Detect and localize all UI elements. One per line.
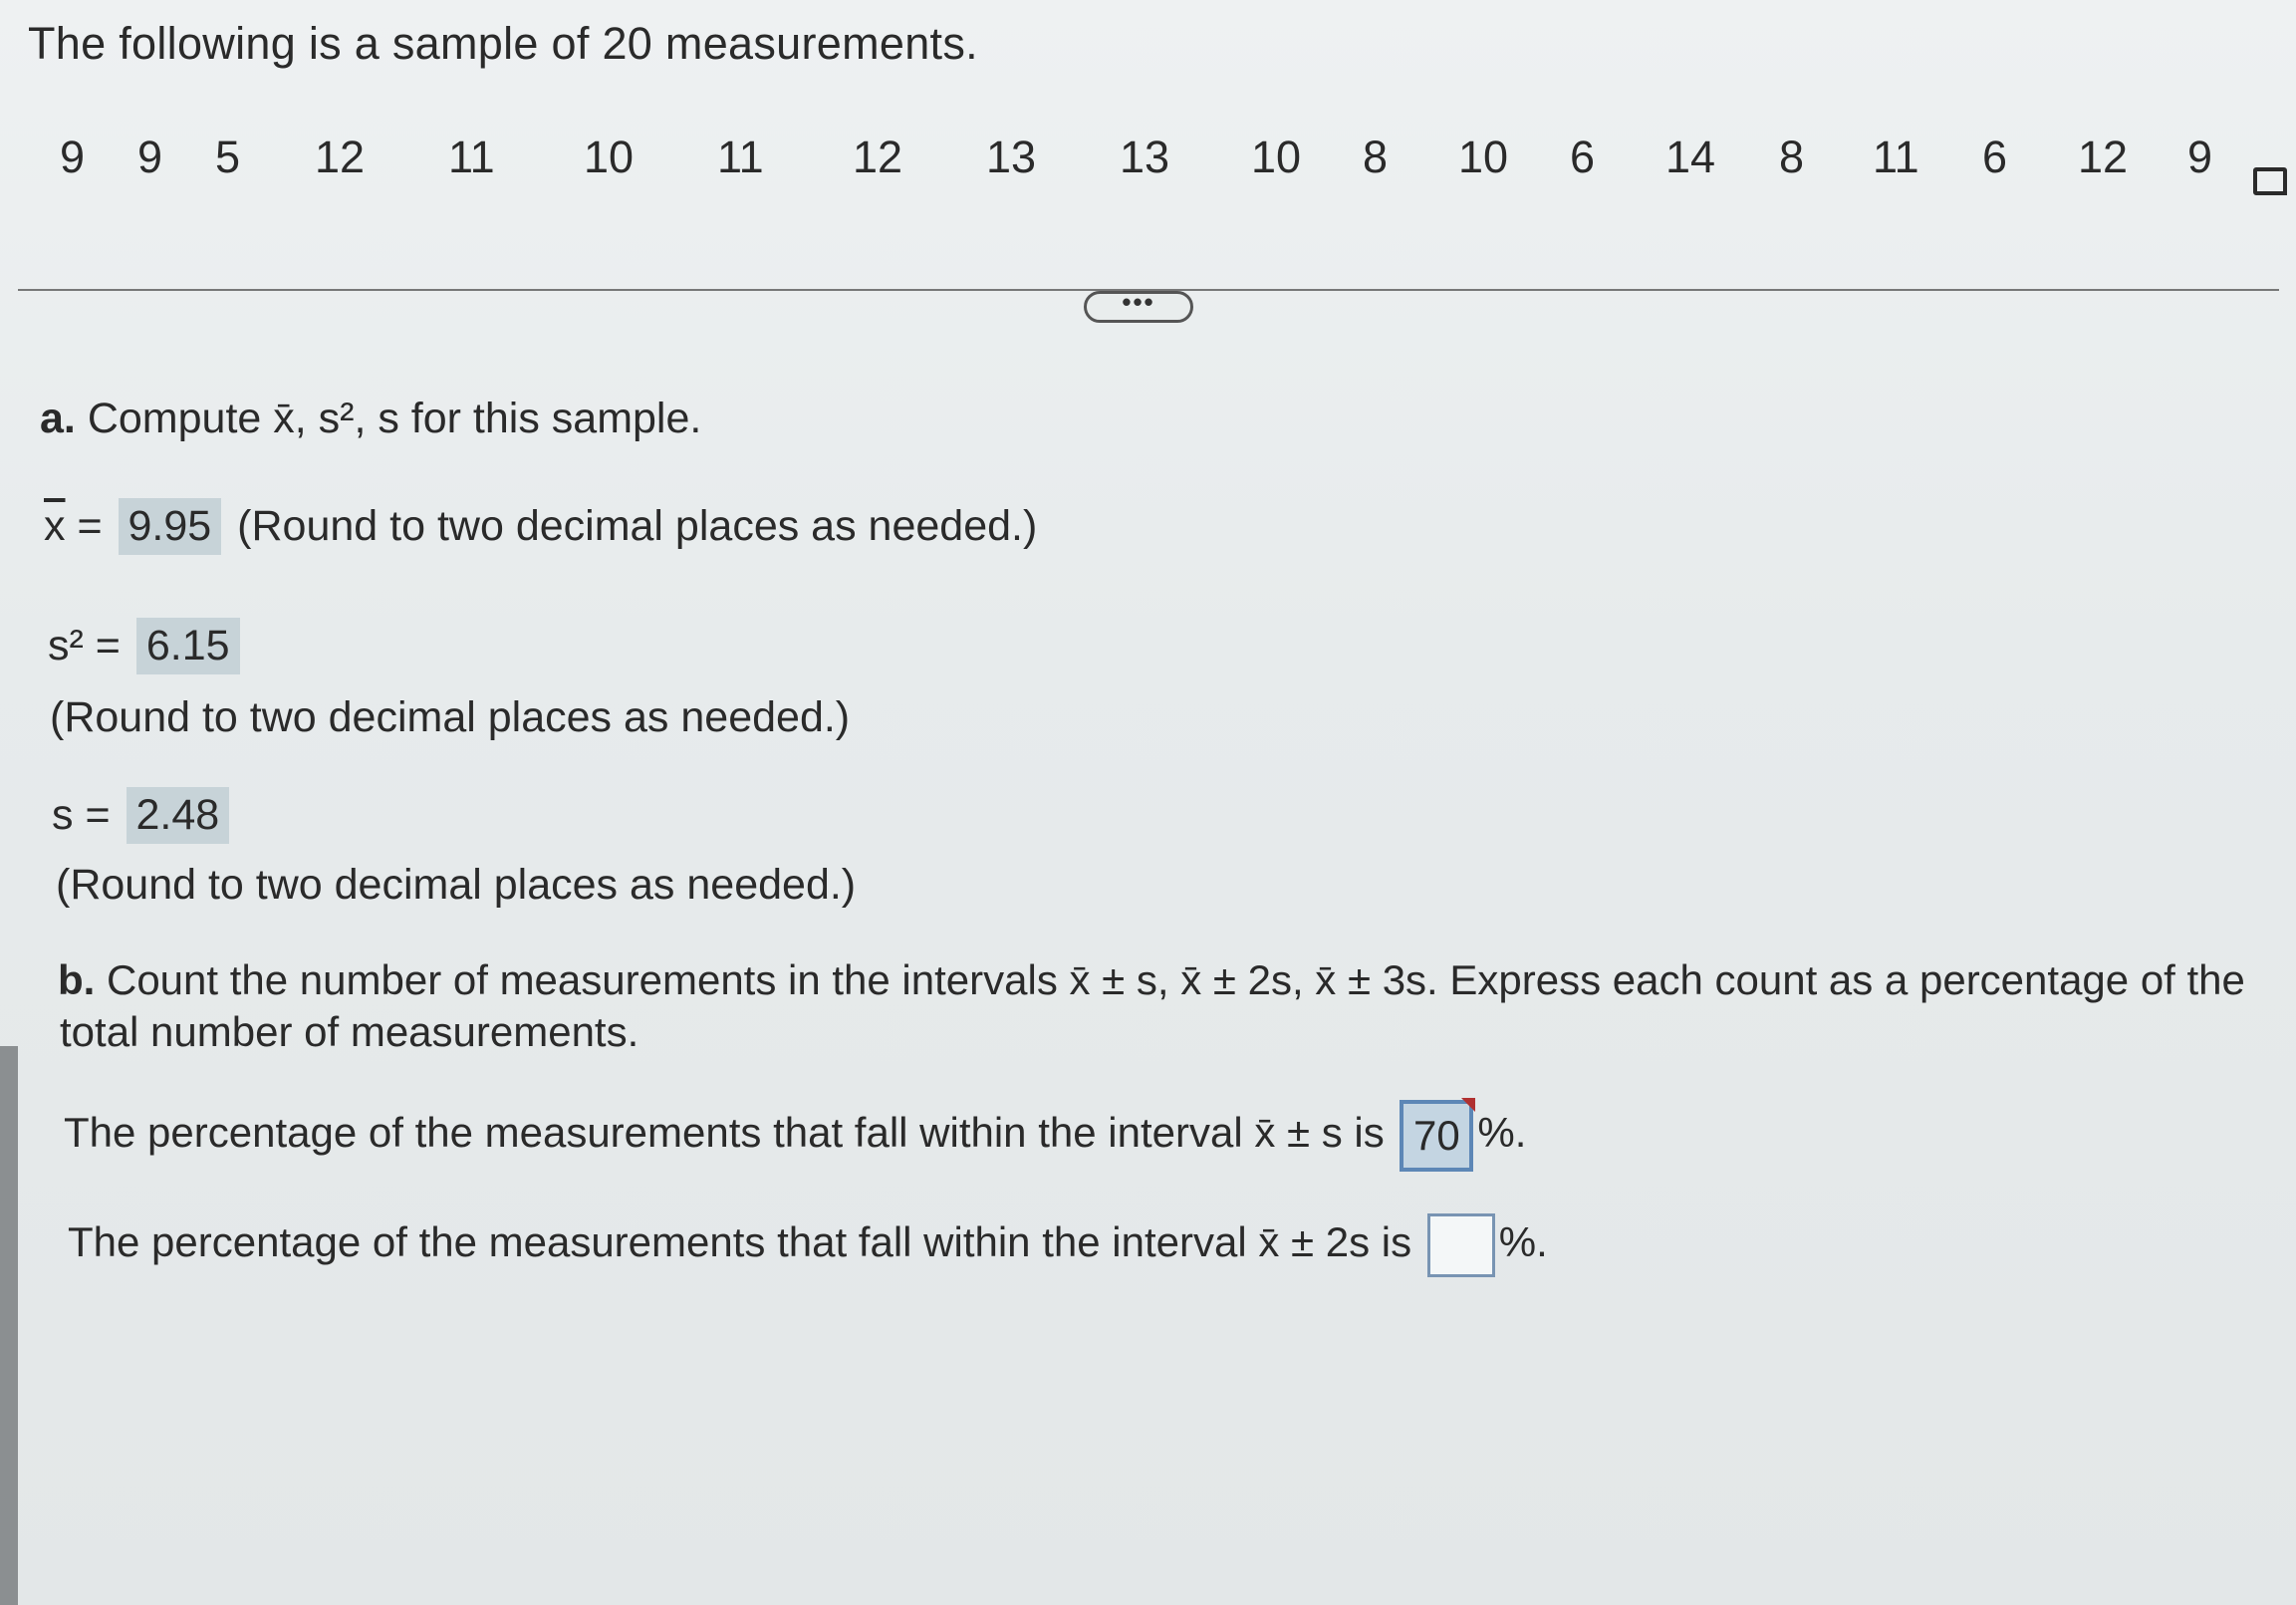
s-answer: 2.48 (127, 787, 230, 844)
s2-round-note: (Round to two decimal places as needed.) (50, 693, 851, 741)
xbar-answer-line (44, 498, 1037, 555)
measurement-16: 8 (1779, 132, 1805, 182)
problem-intro: The following is a sample of 20 measurements. (28, 18, 978, 69)
s2-answer-line (48, 618, 244, 674)
xbar-equals: = (65, 502, 115, 550)
measurement-14: 6 (1570, 132, 1596, 182)
question-2-text: The percentage of the measurements that fall within the interval x̄ ± 2s is (68, 1218, 1412, 1266)
part-b-label: b. (58, 956, 96, 1003)
answer-input-2[interactable] (1427, 1213, 1495, 1277)
measurement-13: 10 (1458, 132, 1509, 182)
measurement-1: 9 (60, 132, 86, 182)
answer-input-1-value: 70 (1413, 1112, 1460, 1159)
question-2-line (68, 1213, 1548, 1277)
expand-more-button[interactable]: ••• (1084, 291, 1193, 323)
part-a-prompt-text: Compute x̄, s², s for this sample. (75, 395, 702, 442)
measurement-5: 11 (448, 132, 495, 182)
measurement-3: 5 (215, 132, 241, 182)
answer-input-1[interactable] (1400, 1100, 1473, 1172)
s-symbol: s = (52, 791, 123, 839)
measurement-15: 14 (1665, 132, 1716, 182)
measurement-2: 9 (137, 132, 163, 182)
measurement-6: 10 (584, 132, 635, 182)
s2-answer: 6.15 (136, 618, 240, 674)
measurement-19: 12 (2078, 132, 2129, 182)
measurement-10: 13 (1120, 132, 1170, 182)
measurement-7: 11 (717, 132, 764, 182)
s-round-note: (Round to two decimal places as needed.) (56, 861, 857, 909)
measurement-12: 8 (1363, 132, 1389, 182)
s2-symbol: s² = (48, 622, 132, 669)
question-1-line (64, 1100, 1526, 1172)
part-b-prompt-line1 (58, 956, 2245, 1004)
xbar-answer: 9.95 (119, 498, 222, 555)
measurement-17: 11 (1873, 132, 1919, 182)
measurement-8: 12 (853, 132, 903, 182)
part-b-prompt-line2: total number of measurements. (60, 1008, 639, 1055)
question-1-text: The percentage of the measurements that fall within the interval x̄ ± s is (64, 1109, 1385, 1157)
xbar-symbol: $\overline{x}$ (44, 502, 66, 550)
s-answer-line (52, 787, 233, 844)
part-a-prompt (40, 395, 701, 443)
measurement-9: 13 (986, 132, 1037, 182)
xbar-round-note: (Round to two decimal places as needed.) (237, 502, 1038, 550)
incorrect-mark-icon (1461, 1098, 1475, 1112)
measurement-4: 12 (315, 132, 366, 182)
part-b-prompt-text: Count the number of measurements in the intervals x̄ ± s, x̄ ± 2s, x̄ ± 3s. Express each count as a percentage of the (95, 956, 2245, 1003)
measurement-11: 10 (1251, 132, 1302, 182)
part-a-label: a. (40, 395, 76, 442)
left-edge-shadow (0, 1046, 18, 1605)
copy-data-icon[interactable] (2253, 167, 2287, 195)
question-2-percent: %. (1498, 1218, 1548, 1266)
measurement-row (0, 132, 2296, 201)
measurement-18: 6 (1982, 132, 2008, 182)
measurement-20: 9 (2187, 132, 2213, 182)
question-1-percent: %. (1477, 1109, 1527, 1157)
